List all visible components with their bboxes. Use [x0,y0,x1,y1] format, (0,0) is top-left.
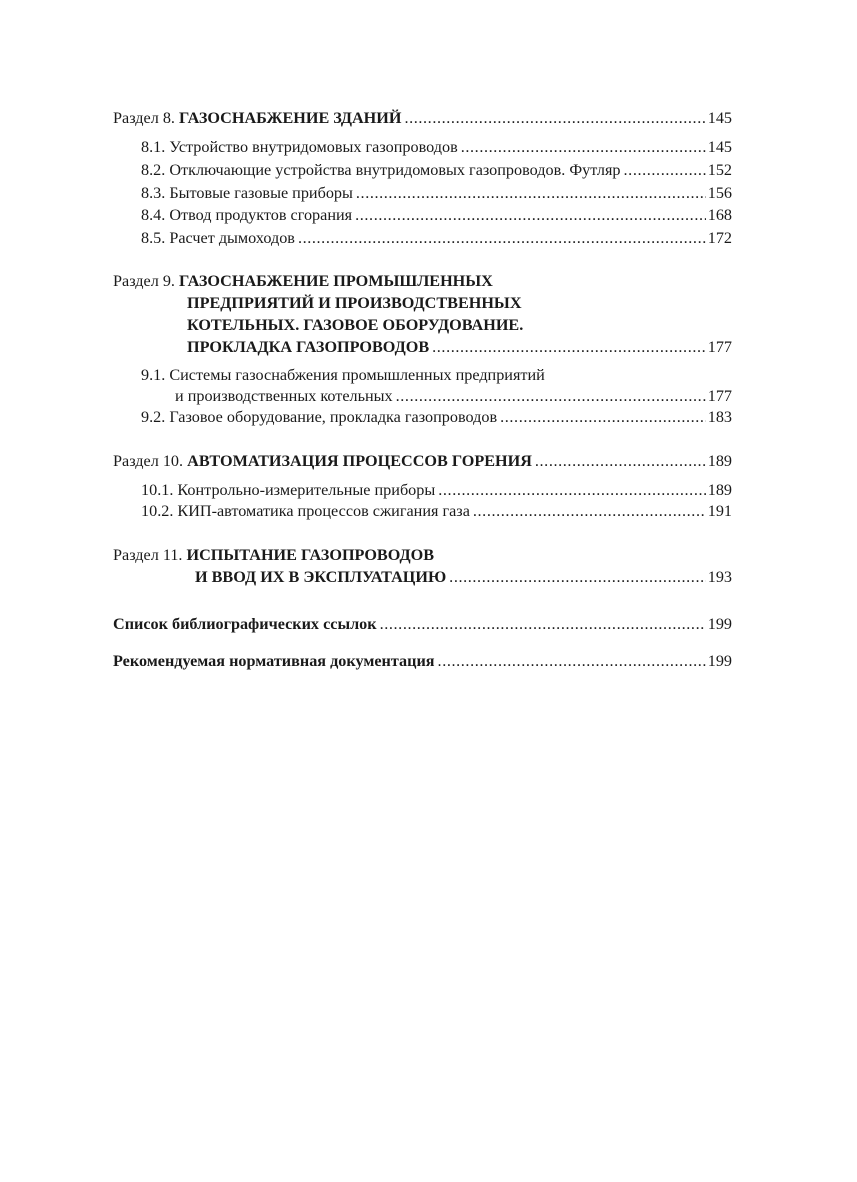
toc-entry-section-11-heading[interactable] [113,544,434,566]
dot-leader [624,159,706,181]
dot-leader [355,204,706,226]
page-number: 177 [707,387,732,405]
page-number: 199 [707,615,732,633]
dot-leader [438,650,706,672]
page-number: 168 [707,206,732,224]
section-title-line-4: ПРОКЛАДКА ГАЗОПРОВОДОВ [187,338,430,356]
entry-label: 9.2. Газовое оборудование, прокладка газопроводов [141,408,498,426]
entry-label-line-1: 9.1. Системы газоснабжения промышленных предприятий [141,366,545,384]
toc-entry-section-10[interactable] [113,450,732,472]
page-number: 152 [707,161,732,179]
toc-entry-section-11[interactable] [195,566,732,588]
page-number: 145 [707,138,732,156]
section-title-line-3: КОТЕЛЬНЫХ. ГАЗОВОЕ ОБОРУДОВАНИЕ. [187,316,524,334]
toc-entry-10-2[interactable] [141,500,732,522]
dot-leader [500,406,706,428]
entry-label: 8.2. Отключающие устройства внутридомовых газопроводов. Футляр [141,161,621,179]
page-number: 199 [707,652,732,670]
dot-leader [396,385,706,407]
section-title-line-1: ГАЗОСНАБЖЕНИЕ ПРОМЫШЛЕННЫХ [179,272,493,290]
entry-label: 8.4. Отвод продуктов сгорания [141,206,353,224]
entry-label: 10.2. КИП-автоматика процессов сжигания газа [141,502,470,520]
toc-entry-section-9-heading[interactable] [113,270,493,292]
entry-label: Рекомендуемая нормативная документация [113,652,435,670]
section-prefix: Раздел 10. [113,452,188,470]
section-prefix: Раздел 11. [113,546,187,564]
section-prefix: Раздел 8. [113,109,180,127]
entry-label: 8.5. Расчет дымоходов [141,229,295,247]
page-number: 193 [707,568,732,586]
page-number: 189 [707,481,732,499]
page-number: 191 [707,502,732,520]
toc-entry-8-1[interactable] [141,136,732,158]
section-title: ГАЗОСНАБЖЕНИЕ ЗДАНИЙ [179,109,402,127]
dot-leader [473,500,706,522]
dot-leader [535,450,706,472]
toc-entry-9-1[interactable] [175,385,732,407]
entry-label: Список библиографических ссылок [113,615,377,633]
page-number: 145 [707,109,732,127]
section-prefix: Раздел 9. [113,272,180,290]
dot-leader [461,136,706,158]
section-title-line-1: ИСПЫТАНИЕ ГАЗОПРОВОДОВ [186,546,435,564]
toc-entry-8-4[interactable] [141,204,732,226]
toc-entry-10-1[interactable] [141,479,732,501]
toc-entry-8-3[interactable] [141,182,732,204]
dot-leader [404,107,705,129]
dot-leader [298,227,706,249]
dot-leader [356,182,706,204]
page-number: 156 [707,184,732,202]
dot-leader [438,479,705,501]
entry-label: 10.1. Контрольно-измерительные приборы [141,481,436,499]
page-number: 189 [707,452,732,470]
section-title-line-2: ПРЕДПРИЯТИЙ И ПРОИЗВОДСТВЕННЫХ [187,294,522,312]
toc-entry-8-2[interactable] [141,159,732,181]
page-number: 183 [707,408,732,426]
toc-entry-normative-docs[interactable] [113,650,732,672]
page-number: 172 [707,229,732,247]
toc-entry-section-9[interactable] [187,336,732,358]
dot-leader [432,336,706,358]
dot-leader [380,613,706,635]
section-title: АВТОМАТИЗАЦИЯ ПРОЦЕССОВ ГОРЕНИЯ [187,452,532,470]
section-title-line-2: И ВВОД ИХ В ЭКСПЛУАТАЦИЮ [195,568,447,586]
toc-entry-bibliography[interactable] [113,613,732,635]
entry-label-line-2: и производственных котельных [175,387,393,405]
entry-label: 8.3. Бытовые газовые приборы [141,184,353,202]
dot-leader [449,566,706,588]
page-number: 177 [707,338,732,356]
toc-entry-9-2[interactable] [141,406,732,428]
entry-label: 8.1. Устройство внутридомовых газопроводов [141,138,458,156]
toc-entry-section-8[interactable] [113,107,732,129]
toc-entry-8-5[interactable] [141,227,732,249]
